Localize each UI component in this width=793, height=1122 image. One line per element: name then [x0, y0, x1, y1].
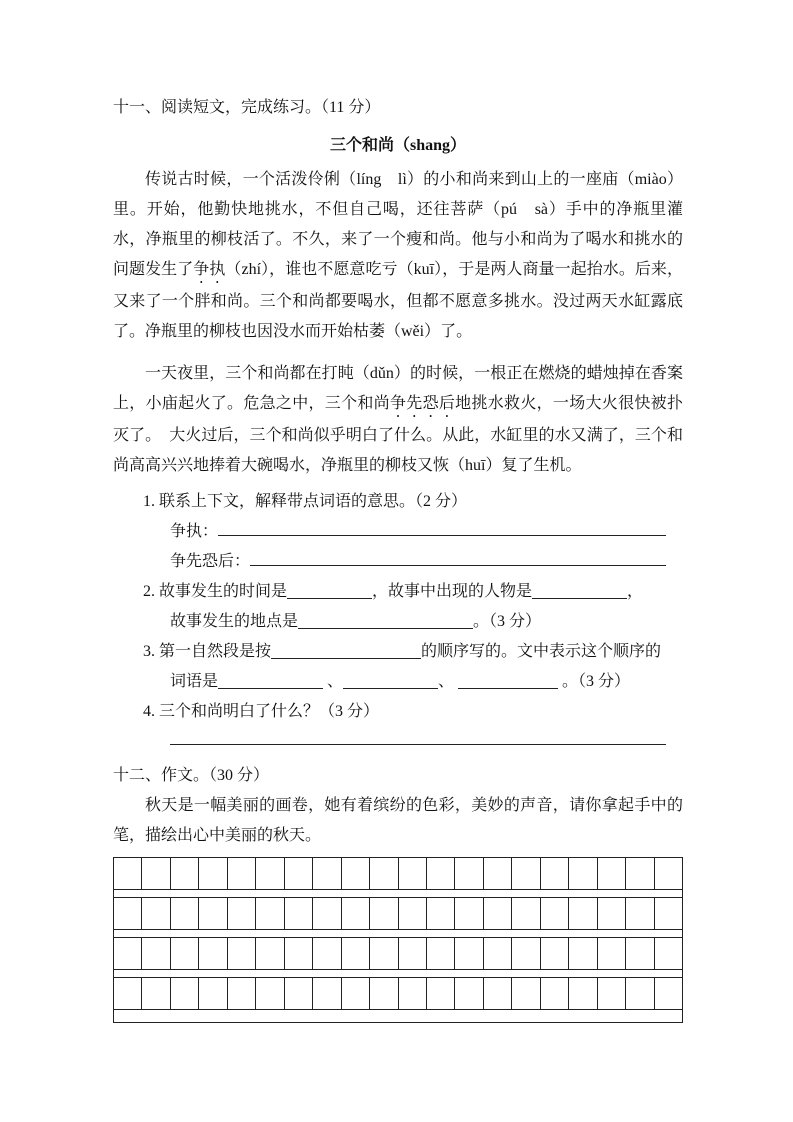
- grid-cell[interactable]: [569, 858, 597, 889]
- grid-cell[interactable]: [142, 938, 170, 969]
- para1-text-before: 传说古时候，一个活泼伶俐（líng lì）的小和尚来到山上的一座庙（miào）里。开始，他勤快地挑水，不但自己喝，还往菩萨（pú sà）手中的净瓶里灌水，净瓶里的柳枝活了。不久，来了一个瘦和尚。他与小和尚为了喝水和挑水的问题发生了: [113, 171, 683, 278]
- worksheet-content: [113, 93, 683, 1023]
- section-12-heading: 十二、作文。（30 分）: [113, 767, 270, 784]
- question-3-tail: 。（3 分）: [558, 673, 631, 690]
- answer-blank[interactable]: [218, 518, 666, 536]
- grid-cell[interactable]: [399, 938, 427, 969]
- grid-cell[interactable]: [171, 938, 199, 969]
- grid-cell[interactable]: [512, 898, 540, 929]
- question-3: [143, 637, 683, 697]
- answer-blank[interactable]: [271, 641, 421, 659]
- question-2-line-2: [170, 607, 683, 637]
- grid-cell[interactable]: [370, 938, 398, 969]
- grid-gap-row: [114, 890, 682, 898]
- grid-cell[interactable]: [228, 978, 256, 1009]
- section-11-heading: 十一、阅读短文，完成练习。（11 分）: [113, 99, 381, 116]
- grid-cell[interactable]: [512, 858, 540, 889]
- question-4-answer-line: [170, 727, 683, 745]
- question-3-separator-1: 、: [323, 673, 344, 690]
- grid-cell[interactable]: [484, 978, 512, 1009]
- question-2-line2-lead: 故事发生的地点是: [170, 613, 299, 630]
- grid-cell[interactable]: [313, 898, 341, 929]
- answer-blank[interactable]: [458, 671, 558, 689]
- question-1: [143, 487, 683, 577]
- composition-grid[interactable]: [113, 857, 683, 1023]
- grid-cell[interactable]: [114, 858, 142, 889]
- para1-text-after: （zhí），谁也不愿意吃亏（kuī），于是两人商量一起抬水。后来，又来了一个胖和尚。三个和尚都要喝水，但都不愿意多挑水。没过两天水缸露底了。净瓶里的柳枝也因没水而开始枯萎（wěi）了。: [113, 261, 683, 340]
- grid-cell[interactable]: [256, 858, 284, 889]
- question-3-line2-lead: 词语是: [170, 673, 219, 690]
- question-1-answer-line-1: [170, 517, 683, 547]
- answer-blank[interactable]: [343, 671, 438, 689]
- grid-cell[interactable]: [399, 898, 427, 929]
- grid-cell[interactable]: [455, 938, 483, 969]
- answer-blank[interactable]: [287, 581, 372, 599]
- grid-cell[interactable]: [455, 978, 483, 1009]
- grid-cell[interactable]: [256, 938, 284, 969]
- question-2-line-1: [143, 577, 683, 607]
- question-2-mid: ，故事中出现的人物是: [372, 583, 533, 600]
- grid-cell[interactable]: [199, 898, 227, 929]
- answer-blank[interactable]: [532, 581, 627, 599]
- question-3-line-2: [170, 667, 683, 697]
- grid-cell[interactable]: [541, 898, 569, 929]
- grid-cell[interactable]: [427, 858, 455, 889]
- answer-blank[interactable]: [170, 727, 666, 745]
- grid-cell[interactable]: [655, 858, 682, 889]
- grid-cell[interactable]: [655, 938, 682, 969]
- grid-cell[interactable]: [484, 938, 512, 969]
- grid-cell[interactable]: [569, 938, 597, 969]
- story-paragraph-1: [113, 165, 683, 347]
- grid-cell[interactable]: [342, 858, 370, 889]
- grid-cell[interactable]: [285, 978, 313, 1009]
- grid-cell[interactable]: [626, 898, 654, 929]
- grid-cell[interactable]: [626, 858, 654, 889]
- grid-cell[interactable]: [313, 978, 341, 1009]
- grid-cell[interactable]: [541, 978, 569, 1009]
- composition-prompt: 秋天是一幅美丽的画卷，她有着缤纷的色彩，美妙的声音，请你拿起手中的笔，描绘出心中美丽的秋天。: [113, 797, 683, 844]
- grid-cell[interactable]: [370, 858, 398, 889]
- question-4-text: 4. 三个和尚明白了什么？（3 分）: [143, 703, 380, 720]
- question-2-comma: ，: [627, 583, 644, 600]
- grid-cell[interactable]: [626, 978, 654, 1009]
- grid-cell[interactable]: [455, 858, 483, 889]
- question-2-lead: 2. 故事发生的时间是: [143, 583, 288, 600]
- grid-cell[interactable]: [427, 898, 455, 929]
- question-3-lead: 3. 第一自然段是按: [143, 643, 272, 660]
- grid-cell[interactable]: [370, 898, 398, 929]
- grid-cell[interactable]: [484, 898, 512, 929]
- answer-blank[interactable]: [218, 671, 323, 689]
- grid-gap-row: [114, 1010, 682, 1022]
- question-1-label-zhengxiankonghou: 争先恐后：: [170, 553, 251, 570]
- question-1-label-zhengzhi: 争执：: [170, 523, 219, 540]
- question-3-mid: 的顺序写的。文中表示这个顺序的: [421, 643, 662, 660]
- grid-cell[interactable]: [342, 938, 370, 969]
- grid-cell[interactable]: [598, 858, 626, 889]
- grid-cell[interactable]: [142, 858, 170, 889]
- grid-cell[interactable]: [598, 938, 626, 969]
- para1-emphasized-word: 争执: [193, 261, 226, 278]
- grid-cell[interactable]: [655, 898, 682, 929]
- section-12: [113, 761, 683, 1023]
- para2-text-before: 一天夜里，三个和尚都在打盹（dǔn）的时候，一根正在燃烧的蜡烛掉在香案上，小庙起火了。危急之中，三个和尚: [113, 365, 683, 412]
- grid-cell[interactable]: [114, 938, 142, 969]
- grid-box-row: [114, 938, 682, 970]
- grid-cell[interactable]: [427, 978, 455, 1009]
- answer-blank[interactable]: [250, 548, 666, 566]
- section-11: [113, 93, 683, 745]
- grid-cell[interactable]: [484, 858, 512, 889]
- question-list: [113, 487, 683, 745]
- grid-cell[interactable]: [569, 898, 597, 929]
- para2-text-after: 地挑水救火，一场大火很快被扑灭了。 大火过后，三个和尚似乎明白了什么。从此，水缸里的水又满了，三个和尚高高兴兴地捧着大碗喝水，净瓶里的柳枝又恢（huī）复了生机。: [113, 395, 683, 474]
- answer-blank[interactable]: [298, 611, 473, 629]
- grid-cell[interactable]: [427, 938, 455, 969]
- grid-cell[interactable]: [399, 858, 427, 889]
- grid-cell[interactable]: [455, 898, 483, 929]
- grid-cell[interactable]: [114, 978, 142, 1009]
- grid-cell[interactable]: [285, 898, 313, 929]
- grid-cell[interactable]: [171, 858, 199, 889]
- grid-cell[interactable]: [626, 938, 654, 969]
- grid-box-row: [114, 898, 682, 930]
- grid-cell[interactable]: [313, 938, 341, 969]
- grid-cell[interactable]: [199, 978, 227, 1009]
- story-paragraph-2: [113, 359, 683, 481]
- grid-cell[interactable]: [541, 858, 569, 889]
- question-2: [143, 577, 683, 637]
- grid-cell[interactable]: [342, 898, 370, 929]
- grid-cell[interactable]: [512, 938, 540, 969]
- story-title: 三个和尚（shang）: [329, 137, 467, 154]
- grid-cell[interactable]: [199, 938, 227, 969]
- grid-gap-row: [114, 930, 682, 938]
- grid-box-row: [114, 978, 682, 1010]
- grid-cell[interactable]: [512, 978, 540, 1009]
- grid-cell[interactable]: [142, 898, 170, 929]
- grid-cell[interactable]: [598, 898, 626, 929]
- question-4: [143, 697, 683, 745]
- grid-cell[interactable]: [655, 978, 682, 1009]
- grid-box-row: [114, 858, 682, 890]
- question-1-answer-line-2: [170, 547, 683, 577]
- question-3-separator-2: 、: [438, 673, 459, 690]
- grid-cell[interactable]: [228, 858, 256, 889]
- grid-cell[interactable]: [342, 978, 370, 1009]
- grid-cell[interactable]: [541, 938, 569, 969]
- grid-cell[interactable]: [313, 858, 341, 889]
- question-3-line-1: [143, 637, 683, 667]
- grid-cell[interactable]: [598, 978, 626, 1009]
- grid-gap-row: [114, 970, 682, 978]
- grid-cell[interactable]: [256, 898, 284, 929]
- grid-cell[interactable]: [114, 898, 142, 929]
- grid-cell[interactable]: [228, 938, 256, 969]
- question-1-text: 1. 联系上下文，解释带点词语的意思。（2 分）: [143, 493, 468, 510]
- grid-cell[interactable]: [285, 938, 313, 969]
- grid-cell[interactable]: [569, 978, 597, 1009]
- para2-emphasized-word: 争先恐后: [389, 395, 456, 412]
- grid-cell[interactable]: [370, 978, 398, 1009]
- grid-cell[interactable]: [285, 858, 313, 889]
- grid-cell[interactable]: [228, 898, 256, 929]
- grid-cell[interactable]: [171, 978, 199, 1009]
- question-2-tail: 。（3 分）: [473, 613, 542, 630]
- grid-cell[interactable]: [256, 978, 284, 1009]
- grid-cell[interactable]: [199, 858, 227, 889]
- grid-cell[interactable]: [399, 978, 427, 1009]
- grid-cell[interactable]: [142, 978, 170, 1009]
- grid-cell[interactable]: [171, 898, 199, 929]
